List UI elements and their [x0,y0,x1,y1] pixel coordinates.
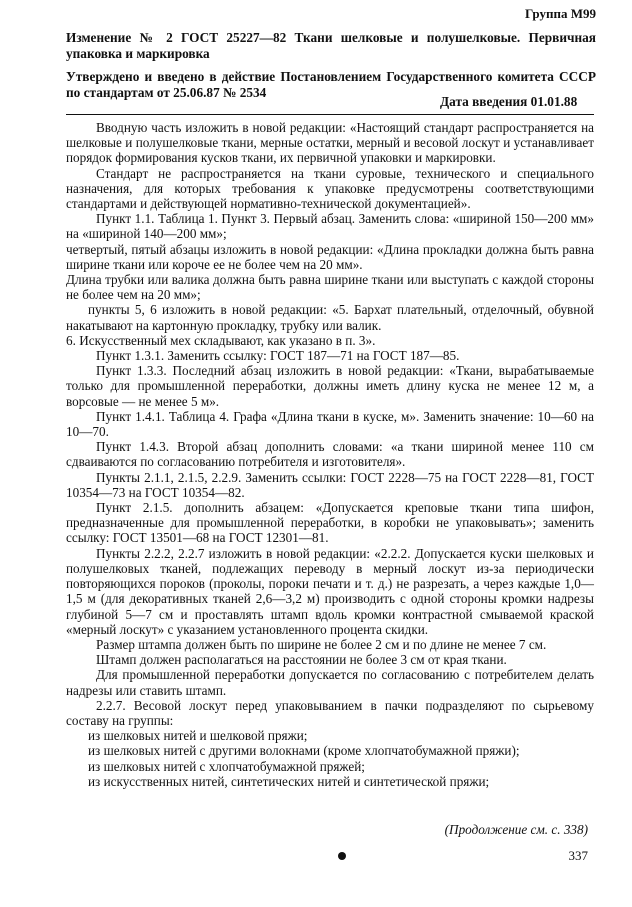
paragraph: Вводную часть изложить в новой редакции: «Настоящий стандарт распространяется на шелковые и полушелковые ткани, мерные остатки, мерный и весовой лоскут и устанавливает порядок формирования кусков ткани, их первичной упаковки и маркировки. [66,120,594,166]
paragraph: из шелковых нитей с хлопчатобумажной пряжей; [88,758,365,774]
paragraph: Длина трубки или валика должна быть равна ширине ткани или выступать с каждой стороны не более чем на 20 мм»; [66,272,594,303]
paragraph: 6. Искусственный мех складывают, как указано в п. 3». [66,332,376,348]
paragraph: Пункты 2.2.2, 2.2.7 изложить в новой редакции: «2.2.2. Допускается куски шелковых и полушелковых тканей, подлежащих переводу в мерный лоскут из-за периодически повторяющихся пороков (проколы, пороки печати и т. д.) не разрезать, а через каждые 1,0—1,5 м (для декоративных тканей 2,6—3,2 м) производить с одной стороны кромки надрезы глубиной 5—7 см и проставлять штамп вдоль кромки контрастной смываемой краской «мерный лоскут» с указанием установленного процента скидки. [66,545,594,637]
paragraph: Штамп должен располагаться на расстоянии не более 3 см от края ткани. [96,652,507,668]
date-underline [66,114,594,115]
continuation-note: (Продолжение см. с. 338) [444,822,588,837]
paragraph: Пункты 2.1.1, 2.1.5, 2.2.9. Заменить ссылки: ГОСТ 2228—75 на ГОСТ 2228—81, ГОСТ 10354—73 на ГОСТ 10354—82. [66,469,594,500]
paragraph: Стандарт не распространяется на ткани суровые, технического и специального назначения, для которых требования к упаковке предусмотрены соответствующими стандартами и действующей нормативно-технической документацией». [66,165,594,212]
paragraph: Размер штампа должен быть по ширине не более 2 см и по длине не менее 7 см. [96,636,547,652]
page-number: 337 [568,848,588,863]
paragraph: Пункт 1.3.3. Последний абзац изложить в новой редакции: «Ткани, вырабатываемые только для промышленной переработки, должны иметь длину куска не менее 12 м, а ворсовые — не менее 5 м». [66,363,594,409]
body-text [66,120,594,789]
paragraph: из шелковых нитей и шелковой пряжи; [88,728,308,744]
paragraph: Пункт 1.1. Таблица 1. Пункт 3. Первый абзац. Заменить слова: «шириной 150—200 мм» на «шириной 140—200 мм»; [66,211,594,242]
paragraph: Пункт 1.3.1. Заменить ссылку: ГОСТ 187—71 на ГОСТ 187—85. [96,348,460,364]
group-code: Группа М99 [524,6,596,21]
paragraph: 2.2.7. Весовой лоскут перед упаковыванием в пачки подразделяют по сырьевому составу на группы: [66,697,594,728]
paragraph: пункты 5, 6 изложить в новой редакции: «5. Бархат плательный, отделочный, обувной накатывают на картонную прокладку, трубку или валик. [66,302,594,333]
paragraph: Пункт 2.1.5. дополнить абзацем: «Допускается креповые ткани типа шифон, предназначенные для промышленной переработки, в коробки не упаковывать»; заменить ссылку: ГОСТ 13501—68 на ГОСТ 12301—81. [66,500,594,546]
paragraph: из шелковых нитей с другими волокнами (кроме хлопчатобумажной пряжи); [88,743,520,759]
paragraph: четвертый, пятый абзацы изложить в новой редакции: «Длина прокладки должна быть равна ширине ткани или короче ее не более чем на 20 мм». [66,241,594,272]
change-heading: Изменение № 2 ГОСТ 25227—82 Ткани шелковые и полушелковые. Первичная упаковка и маркировка [66,30,596,61]
paragraph: Пункт 1.4.3. Второй абзац дополнить словами: «а ткани шириной менее 110 см сдваиваются по согласованию потребителя и изготовителя». [66,439,594,470]
introduction-date: Дата введения 01.01.88 [440,94,578,109]
paragraph: из искусственных нитей, синтетических нитей и синтетической пряжи; [88,773,490,789]
paragraph: Пункт 1.4.1. Таблица 4. Графа «Длина ткани в куске, м». Заменить значение: 10—60 на 10—70. [66,408,594,440]
ink-dot [338,852,346,860]
paragraph: Для промышленной переработки допускается по согласованию с потребителем делать надрезы или ставить штамп. [66,667,594,698]
approval-heading: Утверждено и введено в действие Постановлением Государственного комитета СССР по стандартам от 25.06.87 № 2534 [66,69,596,100]
